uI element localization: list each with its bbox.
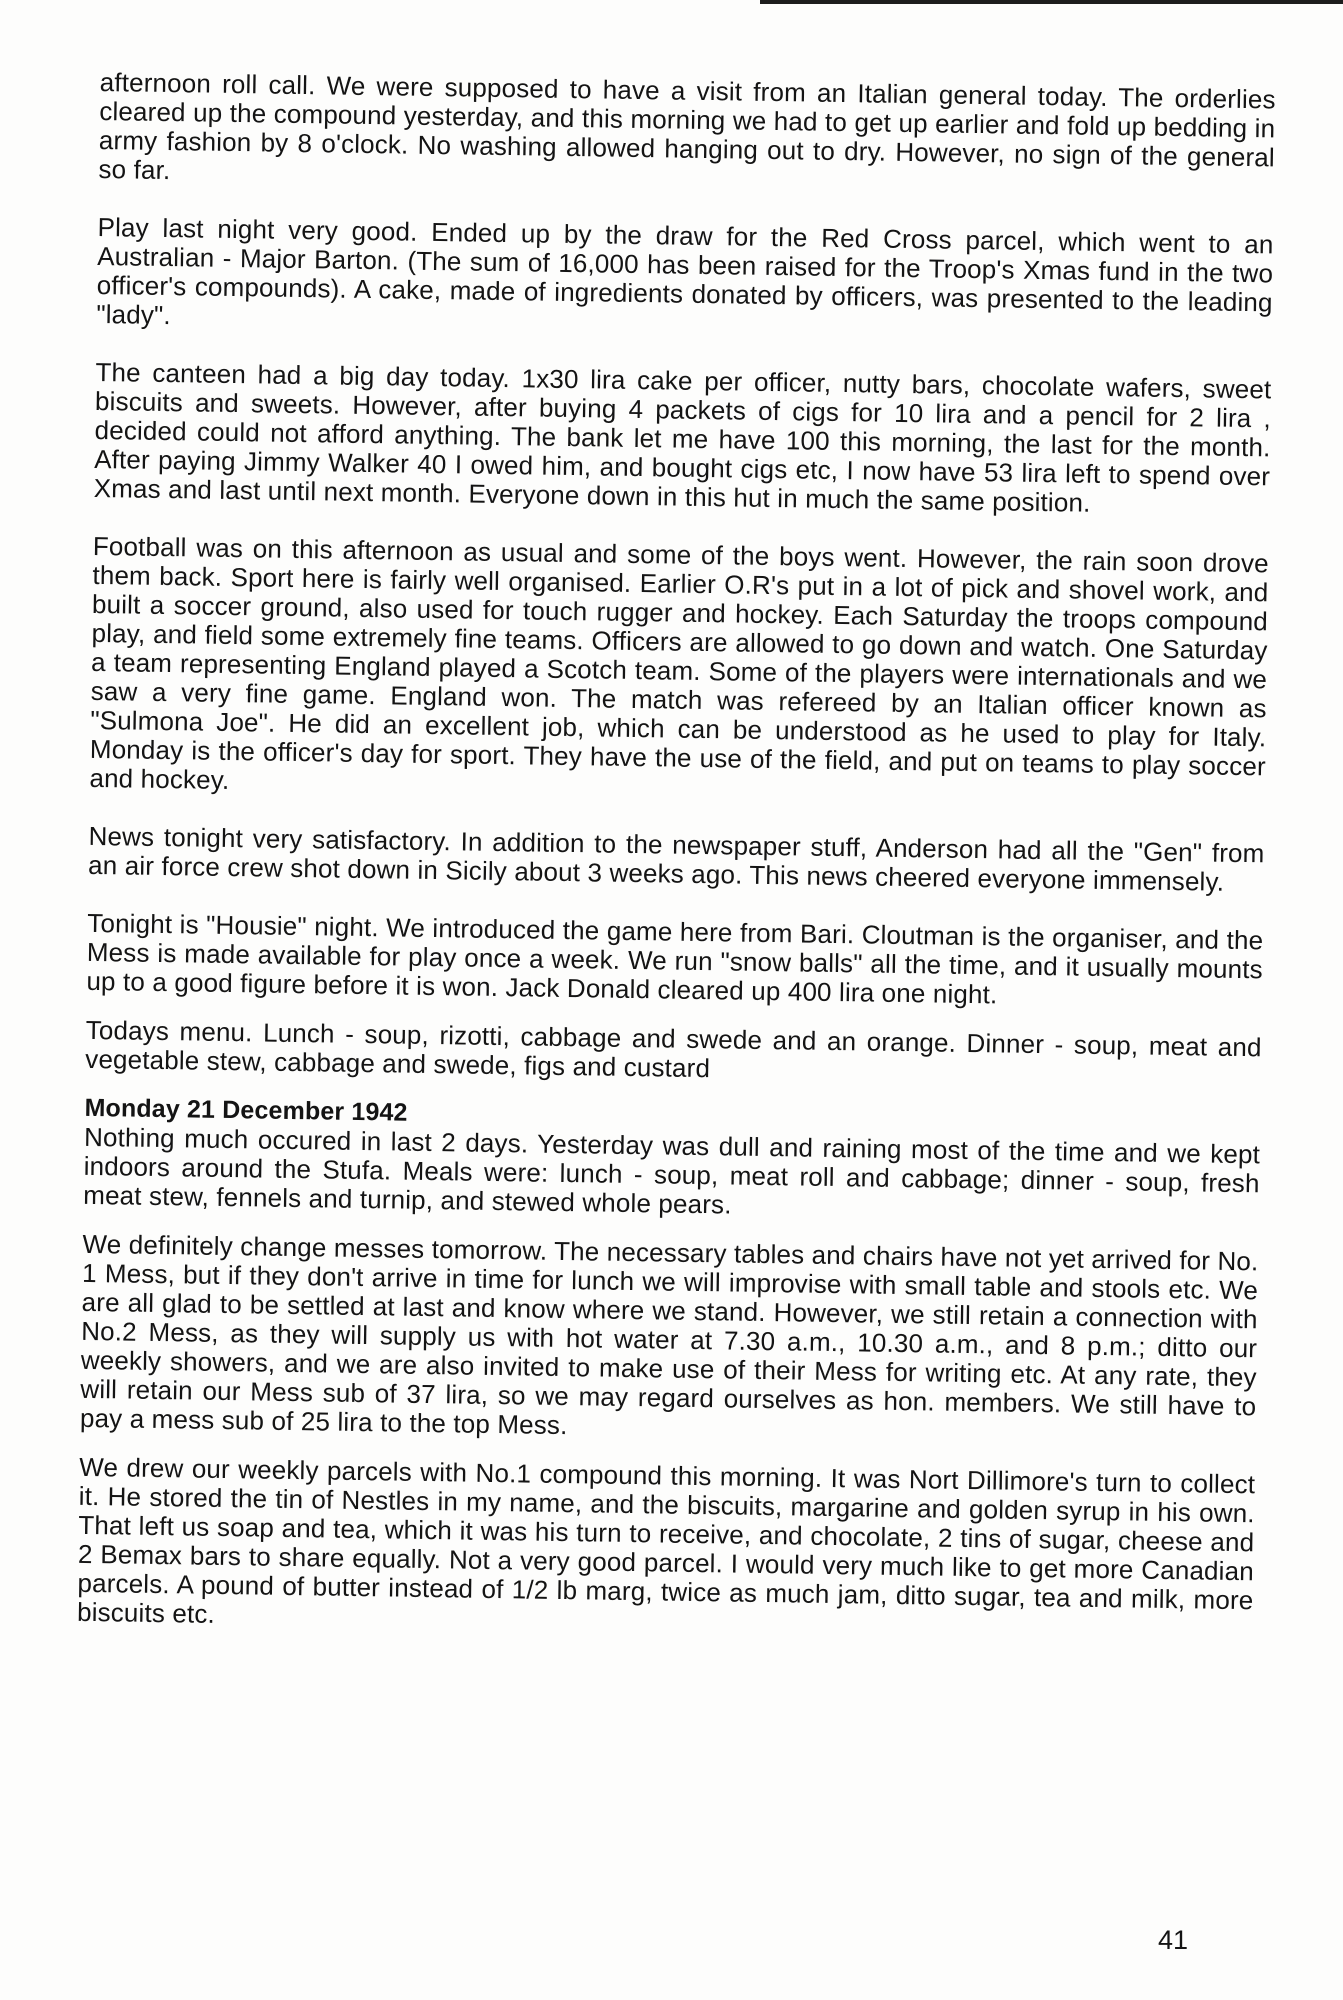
entry-date-heading: Monday 21 December 1942 — [84, 1093, 408, 1127]
page-number: 41 — [1158, 1925, 1189, 1955]
paragraph-play: Play last night very good. Ended up by the draw for the Red Cross parcel, which went to an Australian - Major Barton. (The sum of 16,000 has been raised for the Troop's Xmas fund in the two officer's compounds). A cake, made of ingredients donated by officers, was presented to the leading "lady". — [96, 211, 1274, 331]
paragraph-news: News tonight very satisfactory. In addition to the newspaper stuff, Anderson had all the "Gen" from an air force crew shot down in Sicily about 3 weeks ago. This news cheered everyone immensely. — [87, 820, 1265, 897]
paragraph-roll-call: afternoon roll call. We were supposed to have a visit from an Italian general today. The orderlies cleared up the compound yesterday, and this morning we had to get up earlier and fold up bedding in army fashion by 8 o'clock. No washing allowed hanging out to dry. However, no sign of the general so far. — [98, 67, 1276, 186]
paragraph-menu: Todays menu. Lunch - soup, rizotti, cabbage and swede and an orange. Dinner - soup, meat and vegetable stew, cabbage and swede, figs and custard — [85, 1014, 1262, 1084]
paragraph-housie: Tonight is "Housie" night. We introduced the game here from Bari. Cloutman is the organiser, and the Mess is made available for play once a week. We run "snow balls" all the time, and it usually mounts up to a good figure before it is won. Jack Donald cleared up 400 lira one night. — [86, 907, 1264, 1010]
paragraph-canteen: The canteen had a big day today. 1x30 lira cake per officer, nutty bars, chocolate wafers, sweet biscuits and sweets. However, after buying 4 packets of cigs for 10 lira and a pencil for 2 lira , decided could not afford anything. The bank let me have 100 this morning, the last for the month. After paying Jimmy Walker 40 I owed him, and bought cigs etc, I now have 53 lira left to spend over Xmas and last until next month. Everyone down in this hut in much the same position. — [93, 356, 1272, 518]
paragraph-nothing-much: Nothing much occured in last 2 days. Yesterday was dull and raining most of the time and we kept indoors around the Stufa. Meals were: lunch - soup, meat roll and cabbage; dinner - soup, fresh meat stew, fennels and turnip, and stewed whole pears. — [83, 1121, 1261, 1220]
paragraph-messes: We definitely change messes tomorrow. The necessary tables and chairs have not yet arrived for No. 1 Mess, but if they don't arrive in time for lunch we will improvise with small table and stools etc. We are all glad to be settled at last and know where we stand. However, we still retain a connection with No.2 Mess, as they will supply us with hot water at 7.30 a.m., 10.30 a.m., and 8 p.m.; ditto our weekly showers, and we are also invited to make use of their Mess for writing etc. At any rate, they will retain our Mess sub of 37 lira, so we may regard ourselves as hon. members. We still have to pay a mess sub of 25 lira to the top Mess. — [79, 1228, 1259, 1441]
paragraph-football: Football was on this afternoon as usual and some of the boys went. However, the rain soon drove them back. Sport here is fairly well organised. Earlier O.R's put in a lot of pick and shovel work, and built a soccer ground, also used for touch rugger and hockey. Each Saturday the troops compound play, and field some extremely fine teams. Officers are allowed to go down and watch. One Saturday a team representing England played a Scotch team. Some of the players were internationals and we saw a very fine game. England won. The match was refereed by an Italian officer known as "Sulmona Joe". He did an excellent job, which can be understood as he used to play for Italy. Monday is the officer's day for sport. They have the use of the field, and put on teams to play soccer and hockey. — [89, 530, 1270, 795]
page-body — [77, 68, 1276, 1644]
scan-edge — [760, 0, 1343, 4]
paragraph-parcels: We drew our weekly parcels with No.1 compound this morning. It was Nort Dillimore's turn to collect it. He stored the tin of Nestles in my name, and the biscuits, margarine and golden syrup in his own. That left us soap and tea, which it was his turn to receive, and chocolate, 2 tins of sugar, cheese and 2 Bemax bars to share equally. Not a very good parcel. I would very much like to get more Canadian parcels. A pound of butter instead of 1/2 lb marg, twice as much jam, ditto sugar, tea and milk, more biscuits etc. — [76, 1451, 1256, 1629]
